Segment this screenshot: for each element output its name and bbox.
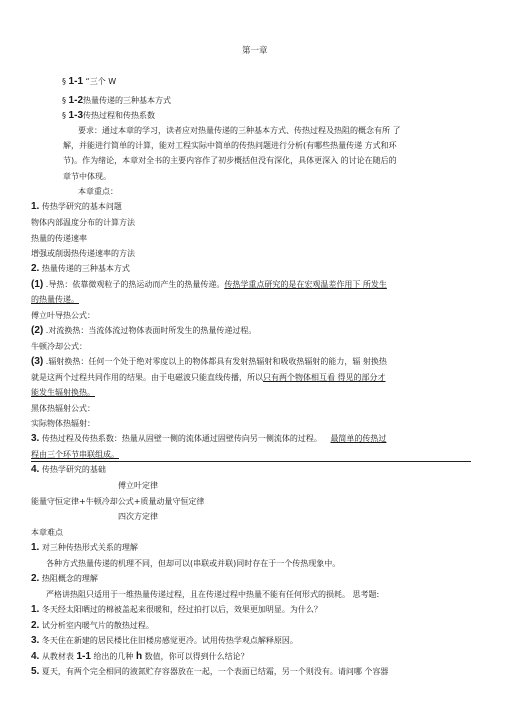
difficulty-1-detail: 各种方式热量传递的机理不同，但却可以(串联或并联)同时存在于一个传热现象中。: [46, 559, 341, 568]
section-1-3: § 1-3传热过程和传热系数: [62, 110, 155, 121]
question-3: 3. 冬天住在新建的居民楼比住旧楼房感觉更冷。试用传热学观点解释原因。: [31, 635, 298, 646]
convection-line: (2) .对流换热：当流体流过物体表面时所发生的热量传递过程。: [31, 325, 257, 336]
radiation-line-3: 能发生辐射换热。: [31, 388, 95, 397]
difficulty-1-heading: 1. 对三种传热形式关系的理解: [31, 542, 138, 553]
requirements-line-1: 要求：通过本章的学习，读者应对热量传递的三种基本方式、传热过程及热阻的概念有所 了: [78, 126, 401, 135]
radiation-line-2: 就是这两个过程共同作用的结果。由于电磁波只能直线传播，所以只有两个物体相互看 得见的部分才: [31, 373, 386, 382]
radiation-line-1: (3) .辐射换热：任何一个处于绝对零度以上的物体都具有发射热辐射和吸收热辐射的能力，辐 射换热: [31, 356, 387, 367]
requirements-line-2: 解，并能进行简单的计算，能对工程实际中简单的传热问题进行分析(有哪些热量传递 方式和环: [63, 141, 397, 150]
section-1-1: § 1-1 “三个 W: [62, 76, 117, 87]
point-1-item-2: 热量的传递速率: [31, 234, 87, 243]
requirements-line-4: 章节中体现。: [63, 172, 111, 181]
realbody-formula-label: 实际物体热辐射：: [31, 419, 95, 428]
question-2: 2. 试分析室内暖气片的散热过程。: [31, 620, 154, 631]
conduction-line-2: 的热量传递。: [31, 295, 79, 304]
key-points-title: 本章重点：: [78, 187, 118, 196]
point-2-heading: 2. 热量传递的三种基本方式: [31, 263, 130, 274]
point-1-item-3: 增强或削弱热传递速率的方法: [31, 249, 135, 258]
fourth-power-law: 四次方定律: [118, 512, 158, 521]
point-1-item-1: 物体内部温度分布的计算方法: [31, 218, 135, 227]
requirements-line-3: 节)。作为绪论，本章对全书的主要内容作了初步概括但没有深化，具体更深入 的讨论在随后的: [63, 156, 397, 165]
difficulties-title: 本章难点: [31, 528, 63, 537]
point-3-line-1: 3. 传热过程及传热系数：热量从固壁一侧的流体通过固壁传向另一侧流体的过程。 最简单的传热过: [31, 433, 387, 444]
difficulty-2-detail: 严格讲热阻只适用于一维热量传递过程，且在传递过程中热量不能有任何形式的损耗。 思考题:: [46, 590, 380, 599]
horizontal-rule: [31, 461, 471, 462]
blackbody-formula-label: 黑体热辐射公式：: [31, 404, 95, 413]
section-1-2: § 1-2热量传递的三种基本方式: [62, 95, 171, 106]
newton-formula-label: 牛顿冷却公式：: [31, 342, 87, 351]
chapter-title: 第一章: [242, 46, 268, 56]
point-3-line-2: 程由三个环节串联组成。: [31, 450, 119, 459]
point-4-heading: 4. 传热学研究的基础: [31, 464, 106, 475]
point-1-heading: 1. 传热学研究的基本问题: [31, 201, 122, 212]
fourier-law: 傅立叶定律: [118, 481, 158, 490]
difficulty-2-heading: 2. 热阻概念的理解: [31, 573, 98, 584]
question-5: 5. 夏天，有两个完全相同的液氮贮存容器放在一起，一个表面已结霜，另一个则没有。请问哪 个容器: [31, 666, 389, 677]
question-1: 1. 冬天经太阳晒过的棉被盖起来很暖和，经过拍打以后，效果更加明显。为什么？: [31, 604, 322, 615]
conduction-line-1: (1) .导热：依靠微观粒子的热运动而产生的热量传递。传热学重点研究的是在宏观温差作用下 所发生: [31, 279, 387, 290]
question-4: 4. 从教材表 1-1 给出的几种 h 数值，你可以得到什么结论？: [31, 651, 249, 662]
conservation-laws: 能量守恒定律+牛顿冷却公式+质量动量守恒定律: [31, 497, 205, 506]
fourier-formula-label: 傅立叶导热公式：: [31, 311, 95, 320]
